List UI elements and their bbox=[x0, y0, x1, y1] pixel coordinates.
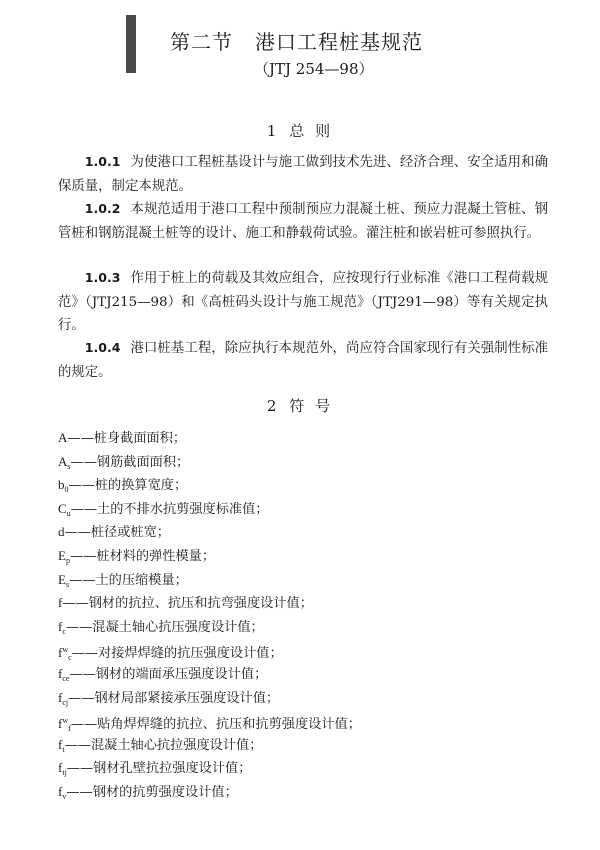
chapter-1-title: 总 则 bbox=[289, 122, 334, 140]
chapter-2-title: 符 号 bbox=[289, 397, 334, 415]
section-number: 第二节 bbox=[170, 30, 233, 54]
clause-text: 作用于桩上的荷载及其效应组合，应按现行行业标准《港口工程荷载规范》（JTJ215—98）和《高桩码头设计与施工规范》（JTJ291—98）等有关规定执行。 bbox=[58, 271, 548, 333]
chapter-1-heading bbox=[0, 120, 600, 141]
symbol: $f_v$ bbox=[58, 783, 67, 801]
symbol-item bbox=[58, 473, 548, 497]
symbol: $E_p$ bbox=[58, 547, 70, 565]
clause-number: 1.0.1 bbox=[84, 154, 121, 169]
symbol-description: ——钢材的抗拉、抗压和抗弯强度设计值； bbox=[62, 596, 313, 612]
symbol: $f_{tj}$ bbox=[58, 760, 67, 778]
symbol: $f^w_f$ bbox=[58, 716, 71, 734]
clause-number: 1.0.4 bbox=[84, 340, 121, 355]
section-title-text: 港口工程桩基规范 bbox=[255, 30, 423, 54]
clause-number: 1.0.2 bbox=[84, 201, 121, 216]
symbol-description: ——钢筋截面面积； bbox=[70, 454, 190, 470]
symbol-item bbox=[58, 780, 548, 804]
symbol: $f_{cj}$ bbox=[58, 689, 69, 707]
symbol: $f^w_c$ bbox=[58, 645, 72, 663]
symbol-item bbox=[58, 450, 548, 474]
symbol-item bbox=[58, 638, 548, 662]
symbol: $A_s$ bbox=[58, 453, 71, 471]
symbol-item bbox=[58, 591, 548, 615]
standard-code: （JTJ 254—98） bbox=[254, 60, 374, 78]
symbol-item bbox=[58, 497, 548, 521]
symbol-description: ——桩材料的弹性模量； bbox=[69, 548, 216, 564]
symbol: $f_c$ bbox=[58, 618, 66, 636]
symbol-description: ——混凝土轴心抗压强度设计值； bbox=[65, 619, 264, 635]
symbol: $C_u$ bbox=[58, 500, 71, 518]
symbol-item bbox=[58, 709, 548, 733]
symbol-item bbox=[58, 615, 548, 639]
symbol-item bbox=[58, 544, 548, 568]
symbol: f bbox=[58, 595, 63, 611]
symbol-description: ——贴角焊焊缝的抗拉、抗压和抗剪强度设计值； bbox=[70, 717, 361, 733]
symbol-description: ——混凝土轴心抗拉强度设计值； bbox=[64, 737, 263, 753]
symbol-item bbox=[58, 520, 548, 544]
clause-text: 港口桩基工程，除应执行本规范外，尚应符合国家现行有关强制性标准的规定。 bbox=[58, 341, 548, 380]
symbol: $f_{ce}$ bbox=[58, 665, 70, 683]
symbol-item bbox=[58, 426, 548, 450]
symbol-description: ——钢材的抗剪强度设计值； bbox=[66, 784, 238, 800]
section-title bbox=[170, 26, 490, 55]
symbol: $f_t$ bbox=[58, 736, 65, 754]
symbol: A bbox=[58, 430, 68, 445]
symbol-description: ——桩的换算宽度； bbox=[68, 478, 188, 494]
symbol-item bbox=[58, 733, 548, 757]
symbol-description: ——钢材局部紧接承压强度设计值； bbox=[68, 690, 280, 706]
clause-1-0-2 bbox=[58, 197, 548, 245]
title-accent-bar bbox=[126, 15, 136, 73]
clause-number: 1.0.3 bbox=[84, 270, 121, 285]
symbol-item bbox=[58, 568, 548, 592]
symbol-item bbox=[58, 662, 548, 686]
symbol-description: ——土的不排水抗剪强度标准值； bbox=[70, 501, 269, 517]
symbol: $b_0$ bbox=[58, 477, 69, 495]
clause-1-0-3 bbox=[58, 266, 548, 338]
symbol-item bbox=[58, 686, 548, 710]
symbol-description: ——土的压缩模量； bbox=[69, 572, 188, 588]
symbol-item bbox=[58, 756, 548, 780]
chapter-1-number: 1 bbox=[266, 122, 280, 140]
clause-text: 本规范适用于港口工程中预制预应力混凝土桩、预应力混凝土管桩、钢管桩和钢筋混凝土桩等的设计、施工和静载荷试验。灌注桩和嵌岩桩可参照执行。 bbox=[58, 202, 548, 241]
symbol-description: ——桩身截面面积； bbox=[67, 431, 187, 446]
symbol-description: ——钢材孔壁抗拉强度设计值； bbox=[66, 761, 252, 777]
symbol-description: ——钢材的端面承压强度设计值； bbox=[69, 666, 268, 682]
symbol-description: ——对接焊焊缝的抗压强度设计值； bbox=[71, 646, 283, 662]
chapter-2-number: 2 bbox=[266, 397, 280, 415]
symbol: d bbox=[58, 524, 65, 540]
clause-1-0-1 bbox=[58, 150, 548, 198]
chapter-2-heading bbox=[0, 395, 600, 416]
symbol-list bbox=[58, 426, 548, 804]
clause-text: 为使港口工程桩基设计与施工做到技术先进、经济合理、安全适用和确保质量，制定本规范。 bbox=[58, 155, 548, 194]
symbol-description: ——桩径或桩宽； bbox=[64, 525, 170, 541]
symbol: $E_s$ bbox=[58, 571, 70, 589]
clause-1-0-4 bbox=[58, 336, 548, 384]
